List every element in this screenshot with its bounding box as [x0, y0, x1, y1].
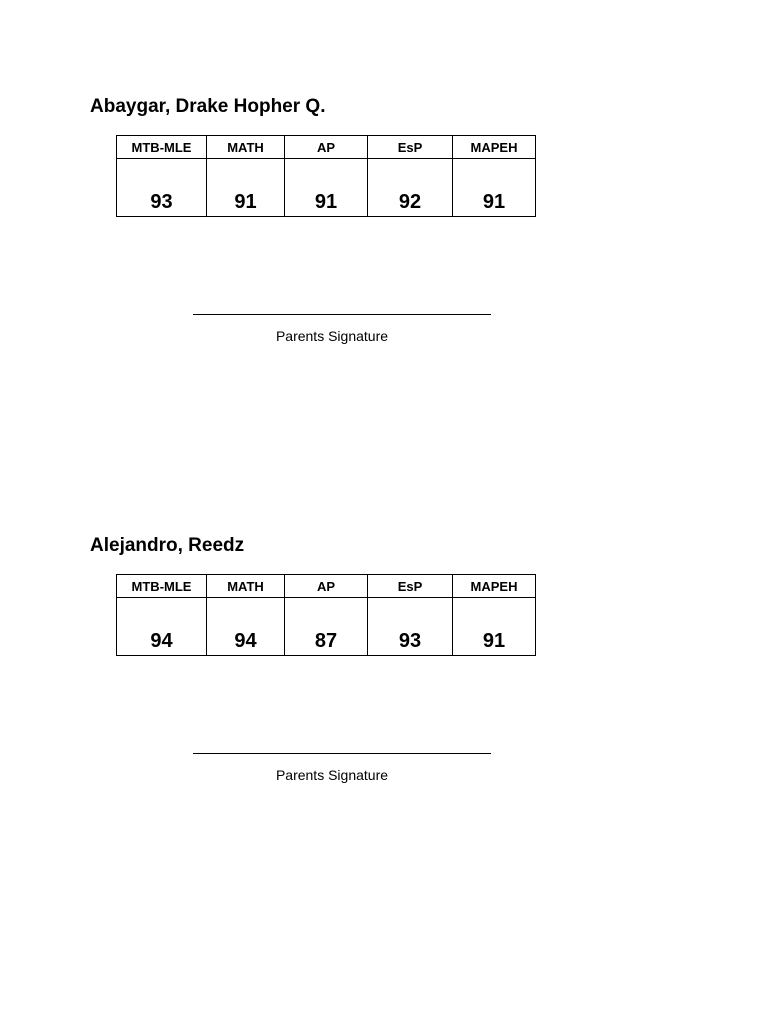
grade-cell: 93	[368, 598, 453, 656]
grade-cell: 93	[117, 159, 207, 217]
subject-header: MAPEH	[453, 136, 536, 159]
subject-header: EsP	[368, 575, 453, 598]
subject-header: AP	[285, 575, 368, 598]
signature-label: Parents Signature	[275, 767, 389, 783]
subject-header-row	[117, 136, 536, 159]
grade-cell: 91	[285, 159, 368, 217]
grade-cell: 92	[368, 159, 453, 217]
subject-header: MATH	[207, 575, 285, 598]
signature-line	[193, 753, 491, 754]
subject-header: MATH	[207, 136, 285, 159]
grade-cell: 94	[117, 598, 207, 656]
grade-cell: 91	[207, 159, 285, 217]
grades-table	[116, 135, 536, 217]
grade-cell: 87	[285, 598, 368, 656]
subject-header: MTB-MLE	[117, 136, 207, 159]
grade-row	[117, 159, 536, 217]
grade-cell: 91	[453, 598, 536, 656]
subject-header-row	[117, 575, 536, 598]
student-name: Alejandro, Reedz	[90, 535, 245, 556]
subject-header: MAPEH	[453, 575, 536, 598]
subject-header: AP	[285, 136, 368, 159]
grade-cell: 94	[207, 598, 285, 656]
student-name: Abaygar, Drake Hopher Q.	[90, 96, 326, 117]
subject-header: EsP	[368, 136, 453, 159]
signature-line	[193, 314, 491, 315]
subject-header: MTB-MLE	[117, 575, 207, 598]
grades-table	[116, 574, 536, 656]
grade-row	[117, 598, 536, 656]
grade-cell: 91	[453, 159, 536, 217]
signature-label: Parents Signature	[275, 328, 389, 344]
